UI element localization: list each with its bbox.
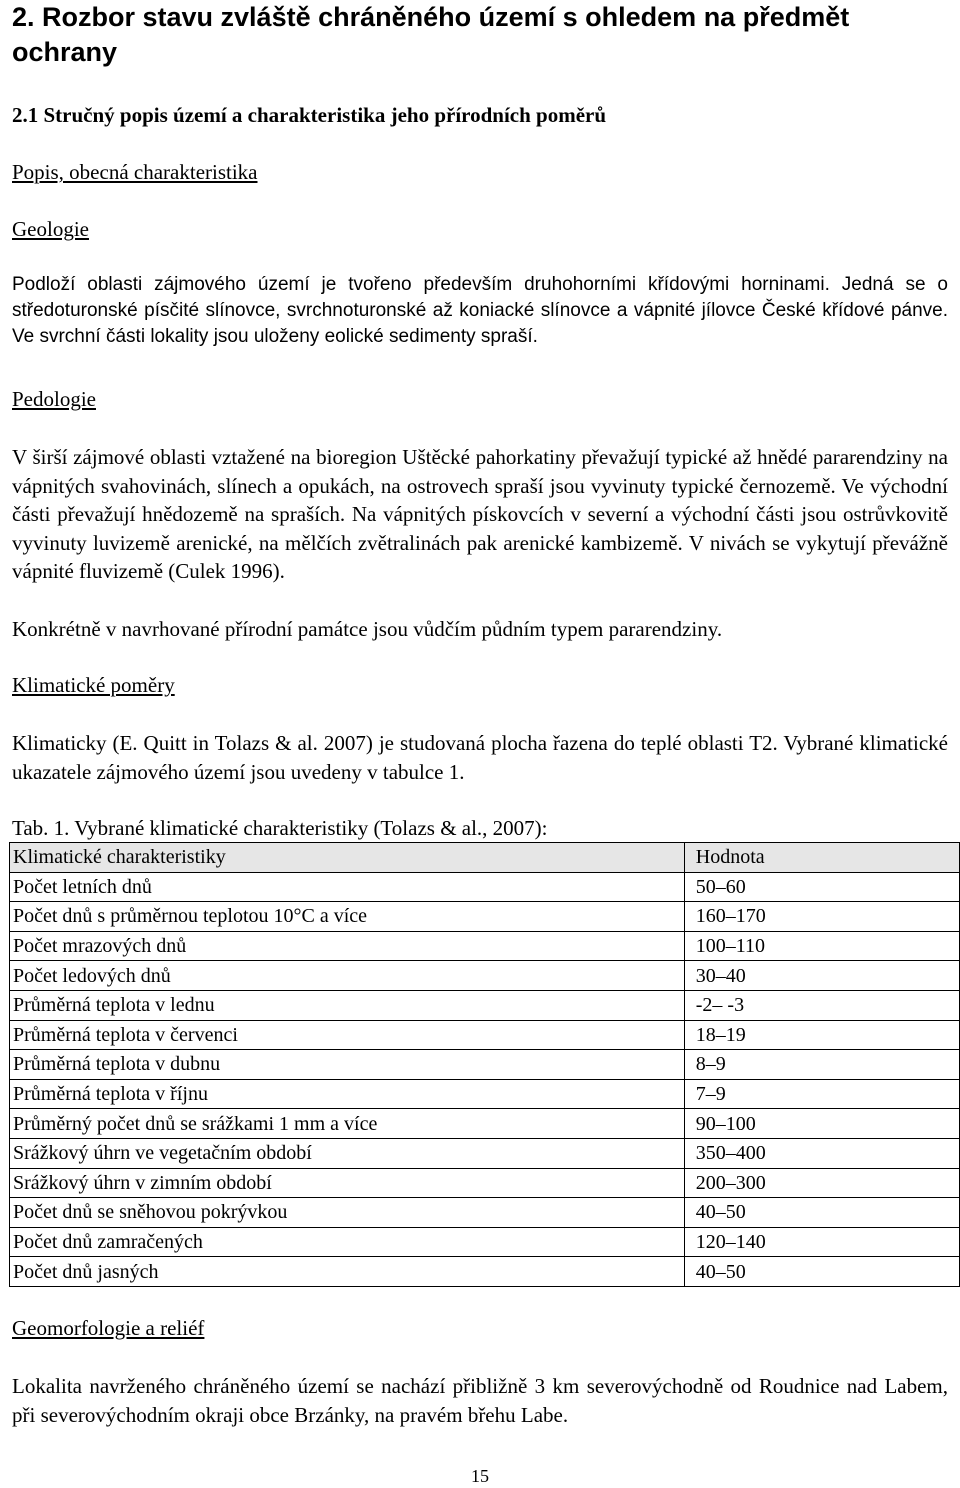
- table-cell-label: Srážkový úhrn v zimním období: [10, 1168, 685, 1198]
- pedology-paragraph: V širší zájmové oblasti vztažené na bioregion Uštěcké pahorkatiny převažují typické až hnědé pararendziny na vápnitých svahovinách, slínech a opukách, na ostrovech spraší jsou vyvinuty typické černozemě. Ve východní části převažují hnědozemě na spraších. Na vápnitých pískovcích v severní a východní části jsou ostrůvkovitě vyvinuty luvizemě arenické, na mělčích zvětralinách pak arenické kambizemě. V nivách se vykytují převážně vápnité fluvizemě (Culek 1996).: [12, 445, 948, 584]
- table-cell-value: 7–9: [684, 1079, 959, 1109]
- subsection-general-title: Popis, obecná charakteristika: [12, 160, 258, 184]
- table-header-cell: Hodnota: [684, 843, 959, 873]
- table-cell-value: 40–50: [684, 1198, 959, 1228]
- table-row: [10, 1020, 960, 1050]
- table-row: [10, 1227, 960, 1257]
- table-cell-label: Počet dnů jasných: [10, 1257, 685, 1287]
- table-cell-value: 90–100: [684, 1109, 959, 1139]
- table-row: [10, 1138, 960, 1168]
- table-row: [10, 931, 960, 961]
- geomorphology-paragraph: Lokalita navrženého chráněného území se nachází přibližně 3 km severovýchodně od Roudnice nad Labem, při severovýchodním okraji obce Brzánky, na pravém břehu Labe.: [12, 1374, 948, 1427]
- geology-paragraph: Podloží oblasti zájmového území je tvořeno především druhohorními křídovými horninami. Jedná se o středoturonské písčité slínovce, svrchnoturonské až koniacké slínovce a vápnité jílovce České křídové pánve. Ve svrchní části lokality jsou uloženy eolické sedimenty spraší.: [12, 274, 948, 347]
- table-caption: Tab. 1. Vybrané klimatické charakteristiky (Tolazs & al., 2007):: [12, 816, 548, 840]
- table-row: [10, 1109, 960, 1139]
- table-header-cell: Klimatické charakteristiky: [10, 843, 685, 873]
- table-cell-value: 40–50: [684, 1257, 959, 1287]
- table-cell-value: -2– -3: [684, 990, 959, 1020]
- table-row: [10, 902, 960, 932]
- table-cell-value: 30–40: [684, 961, 959, 991]
- table-cell-label: Průměrná teplota v červenci: [10, 1020, 685, 1050]
- table-cell-value: 50–60: [684, 872, 959, 902]
- table-row: [10, 1198, 960, 1228]
- table-cell-label: Průměrný počet dnů se srážkami 1 mm a více: [10, 1109, 685, 1139]
- table-cell-label: Počet letních dnů: [10, 872, 685, 902]
- table-row: [10, 961, 960, 991]
- table-cell-value: 350–400: [684, 1138, 959, 1168]
- chapter-heading: 2. Rozbor stavu zvláště chráněného území s ohledem na předmět ochrany: [12, 2, 850, 67]
- table-cell-value: 100–110: [684, 931, 959, 961]
- pedology-title: Pedologie: [12, 387, 96, 411]
- table-row: [10, 1050, 960, 1080]
- geology-title: Geologie: [12, 217, 89, 241]
- table-cell-label: Počet mrazových dnů: [10, 931, 685, 961]
- page-number: 15: [471, 1466, 489, 1486]
- section-heading: 2.1 Stručný popis území a charakteristika jeho přírodních poměrů: [12, 103, 607, 127]
- table-row: [10, 872, 960, 902]
- table-row: [10, 990, 960, 1020]
- table-cell-value: 160–170: [684, 902, 959, 932]
- table-cell-label: Počet dnů se sněhovou pokrývkou: [10, 1198, 685, 1228]
- table-row: [10, 1257, 960, 1287]
- table-cell-label: Průměrná teplota v lednu: [10, 990, 685, 1020]
- table-cell-label: Průměrná teplota v říjnu: [10, 1079, 685, 1109]
- table-row: [10, 1168, 960, 1198]
- table-cell-label: Srážkový úhrn ve vegetačním období: [10, 1138, 685, 1168]
- table-cell-value: 200–300: [684, 1168, 959, 1198]
- table-cell-value: 8–9: [684, 1050, 959, 1080]
- climate-title: Klimatické poměry: [12, 673, 175, 697]
- climate-paragraph: Klimaticky (E. Quitt in Tolazs & al. 2007) je studovaná plocha řazena do teplé oblasti T2. Vybrané klimatické ukazatele zájmového území jsou uvedeny v tabulce 1.: [12, 731, 948, 784]
- table-cell-value: 120–140: [684, 1227, 959, 1257]
- table-cell-value: 18–19: [684, 1020, 959, 1050]
- geomorphology-title: Geomorfologie a reliéf: [12, 1316, 205, 1340]
- climate-table: [9, 842, 960, 1287]
- table-row: [10, 1079, 960, 1109]
- table-cell-label: Počet dnů zamračených: [10, 1227, 685, 1257]
- table-header-row: [10, 843, 960, 873]
- table-cell-label: Počet ledových dnů: [10, 961, 685, 991]
- table-cell-label: Počet dnů s průměrnou teplotou 10°C a více: [10, 902, 685, 932]
- pedology-paragraph-2: Konkrétně v navrhované přírodní památce jsou vůdčím půdním typem pararendziny.: [12, 617, 723, 641]
- table-cell-label: Průměrná teplota v dubnu: [10, 1050, 685, 1080]
